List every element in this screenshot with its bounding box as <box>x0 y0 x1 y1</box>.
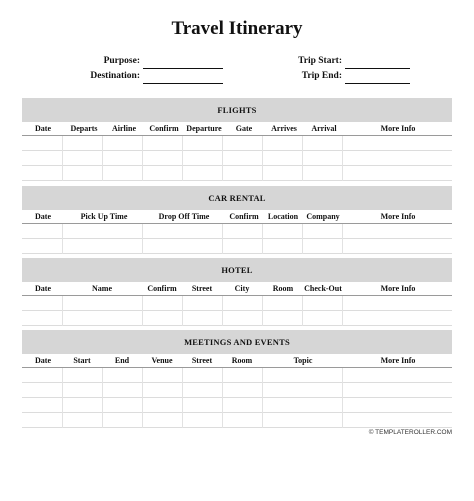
table-row[interactable] <box>22 296 452 311</box>
column-header: Date <box>35 212 51 221</box>
column-header: Departs <box>70 124 98 133</box>
column-header: Street <box>191 356 213 365</box>
table-row[interactable] <box>22 311 452 326</box>
table-row[interactable] <box>22 398 452 413</box>
table-row[interactable] <box>22 383 452 398</box>
column-divider <box>62 368 63 428</box>
column-header: Company <box>306 212 340 221</box>
destination-line <box>143 83 223 84</box>
purpose-label: Purpose: <box>103 56 140 66</box>
hotel-column-header <box>22 282 452 296</box>
table-row[interactable] <box>22 224 452 239</box>
column-divider <box>62 136 63 181</box>
flights-title: FLIGHTS <box>22 98 452 122</box>
trip-end-field <box>262 71 342 81</box>
column-divider <box>222 136 223 181</box>
footer-credit[interactable]: © TEMPLATEROLLER.COM <box>368 429 452 436</box>
table-row[interactable] <box>22 239 452 254</box>
column-divider <box>262 368 263 428</box>
column-header: Confirm <box>149 124 179 133</box>
column-header: Date <box>35 124 51 133</box>
column-divider <box>62 224 63 254</box>
column-divider <box>142 136 143 181</box>
flights-column-header <box>22 122 452 136</box>
column-divider <box>342 368 343 428</box>
column-header: More Info <box>380 284 416 293</box>
trip-start-line <box>345 68 410 69</box>
column-divider <box>102 136 103 181</box>
column-header: Confirm <box>229 212 259 221</box>
trip-end-label: Trip End: <box>301 71 342 81</box>
column-divider <box>302 224 303 254</box>
trip-start-field <box>262 56 342 66</box>
car-rental-rows <box>22 224 452 254</box>
column-header: Room <box>272 284 294 293</box>
column-header: Start <box>73 356 91 365</box>
column-header: City <box>234 284 250 293</box>
page-title: Travel Itinerary <box>171 18 303 39</box>
flights-section <box>22 98 452 181</box>
car-rental-title: CAR RENTAL <box>22 186 452 210</box>
column-header: Room <box>231 356 253 365</box>
hotel-title: HOTEL <box>22 258 452 282</box>
column-header: Location <box>267 212 299 221</box>
destination-field <box>60 71 140 81</box>
column-header: Gate <box>235 124 253 133</box>
column-header: Confirm <box>147 284 177 293</box>
table-row[interactable] <box>22 151 452 166</box>
table-row[interactable] <box>22 413 452 428</box>
meetings-column-header <box>22 354 452 368</box>
table-row[interactable] <box>22 368 452 383</box>
column-divider <box>182 136 183 181</box>
column-divider <box>222 296 223 326</box>
column-divider <box>142 368 143 428</box>
table-row[interactable] <box>22 166 452 181</box>
hotel-section <box>22 258 452 326</box>
trip-end-line <box>345 83 410 84</box>
column-divider <box>182 368 183 428</box>
column-header: Date <box>35 356 51 365</box>
purpose-line <box>143 68 223 69</box>
column-header: Airline <box>112 124 136 133</box>
column-header: Check-Out <box>304 284 342 293</box>
column-header: Departure <box>186 124 222 133</box>
column-divider <box>262 224 263 254</box>
column-header: Street <box>191 284 213 293</box>
column-header: Venue <box>151 356 173 365</box>
column-divider <box>342 224 343 254</box>
column-header: More Info <box>380 356 416 365</box>
column-divider <box>142 224 143 254</box>
column-divider <box>222 368 223 428</box>
column-divider <box>342 296 343 326</box>
column-header: Pick Up Time <box>80 212 128 221</box>
car-rental-section <box>22 186 452 254</box>
column-header: Name <box>92 284 112 293</box>
meetings-section <box>22 330 452 428</box>
column-header: Arrives <box>271 124 297 133</box>
hotel-rows <box>22 296 452 326</box>
destination-label: Destination: <box>90 71 140 81</box>
column-divider <box>142 296 143 326</box>
table-row[interactable] <box>22 136 452 151</box>
trip-start-label: Trip Start: <box>298 56 342 66</box>
column-header: End <box>114 356 130 365</box>
column-divider <box>102 368 103 428</box>
column-divider <box>342 136 343 181</box>
column-divider <box>302 136 303 181</box>
column-divider <box>182 296 183 326</box>
column-divider <box>222 224 223 254</box>
column-divider <box>302 296 303 326</box>
column-header: Topic <box>293 356 313 365</box>
column-header: More Info <box>380 124 416 133</box>
purpose-field <box>60 56 140 66</box>
car-rental-column-header <box>22 210 452 224</box>
column-header: Arrival <box>311 124 337 133</box>
column-divider <box>262 136 263 181</box>
column-divider <box>62 296 63 326</box>
column-header: Date <box>35 284 51 293</box>
meetings-rows <box>22 368 452 428</box>
flights-rows <box>22 136 452 181</box>
meetings-title: MEETINGS AND EVENTS <box>22 330 452 354</box>
column-header: Drop Off Time <box>158 212 210 221</box>
column-divider <box>262 296 263 326</box>
column-header: More Info <box>380 212 416 221</box>
